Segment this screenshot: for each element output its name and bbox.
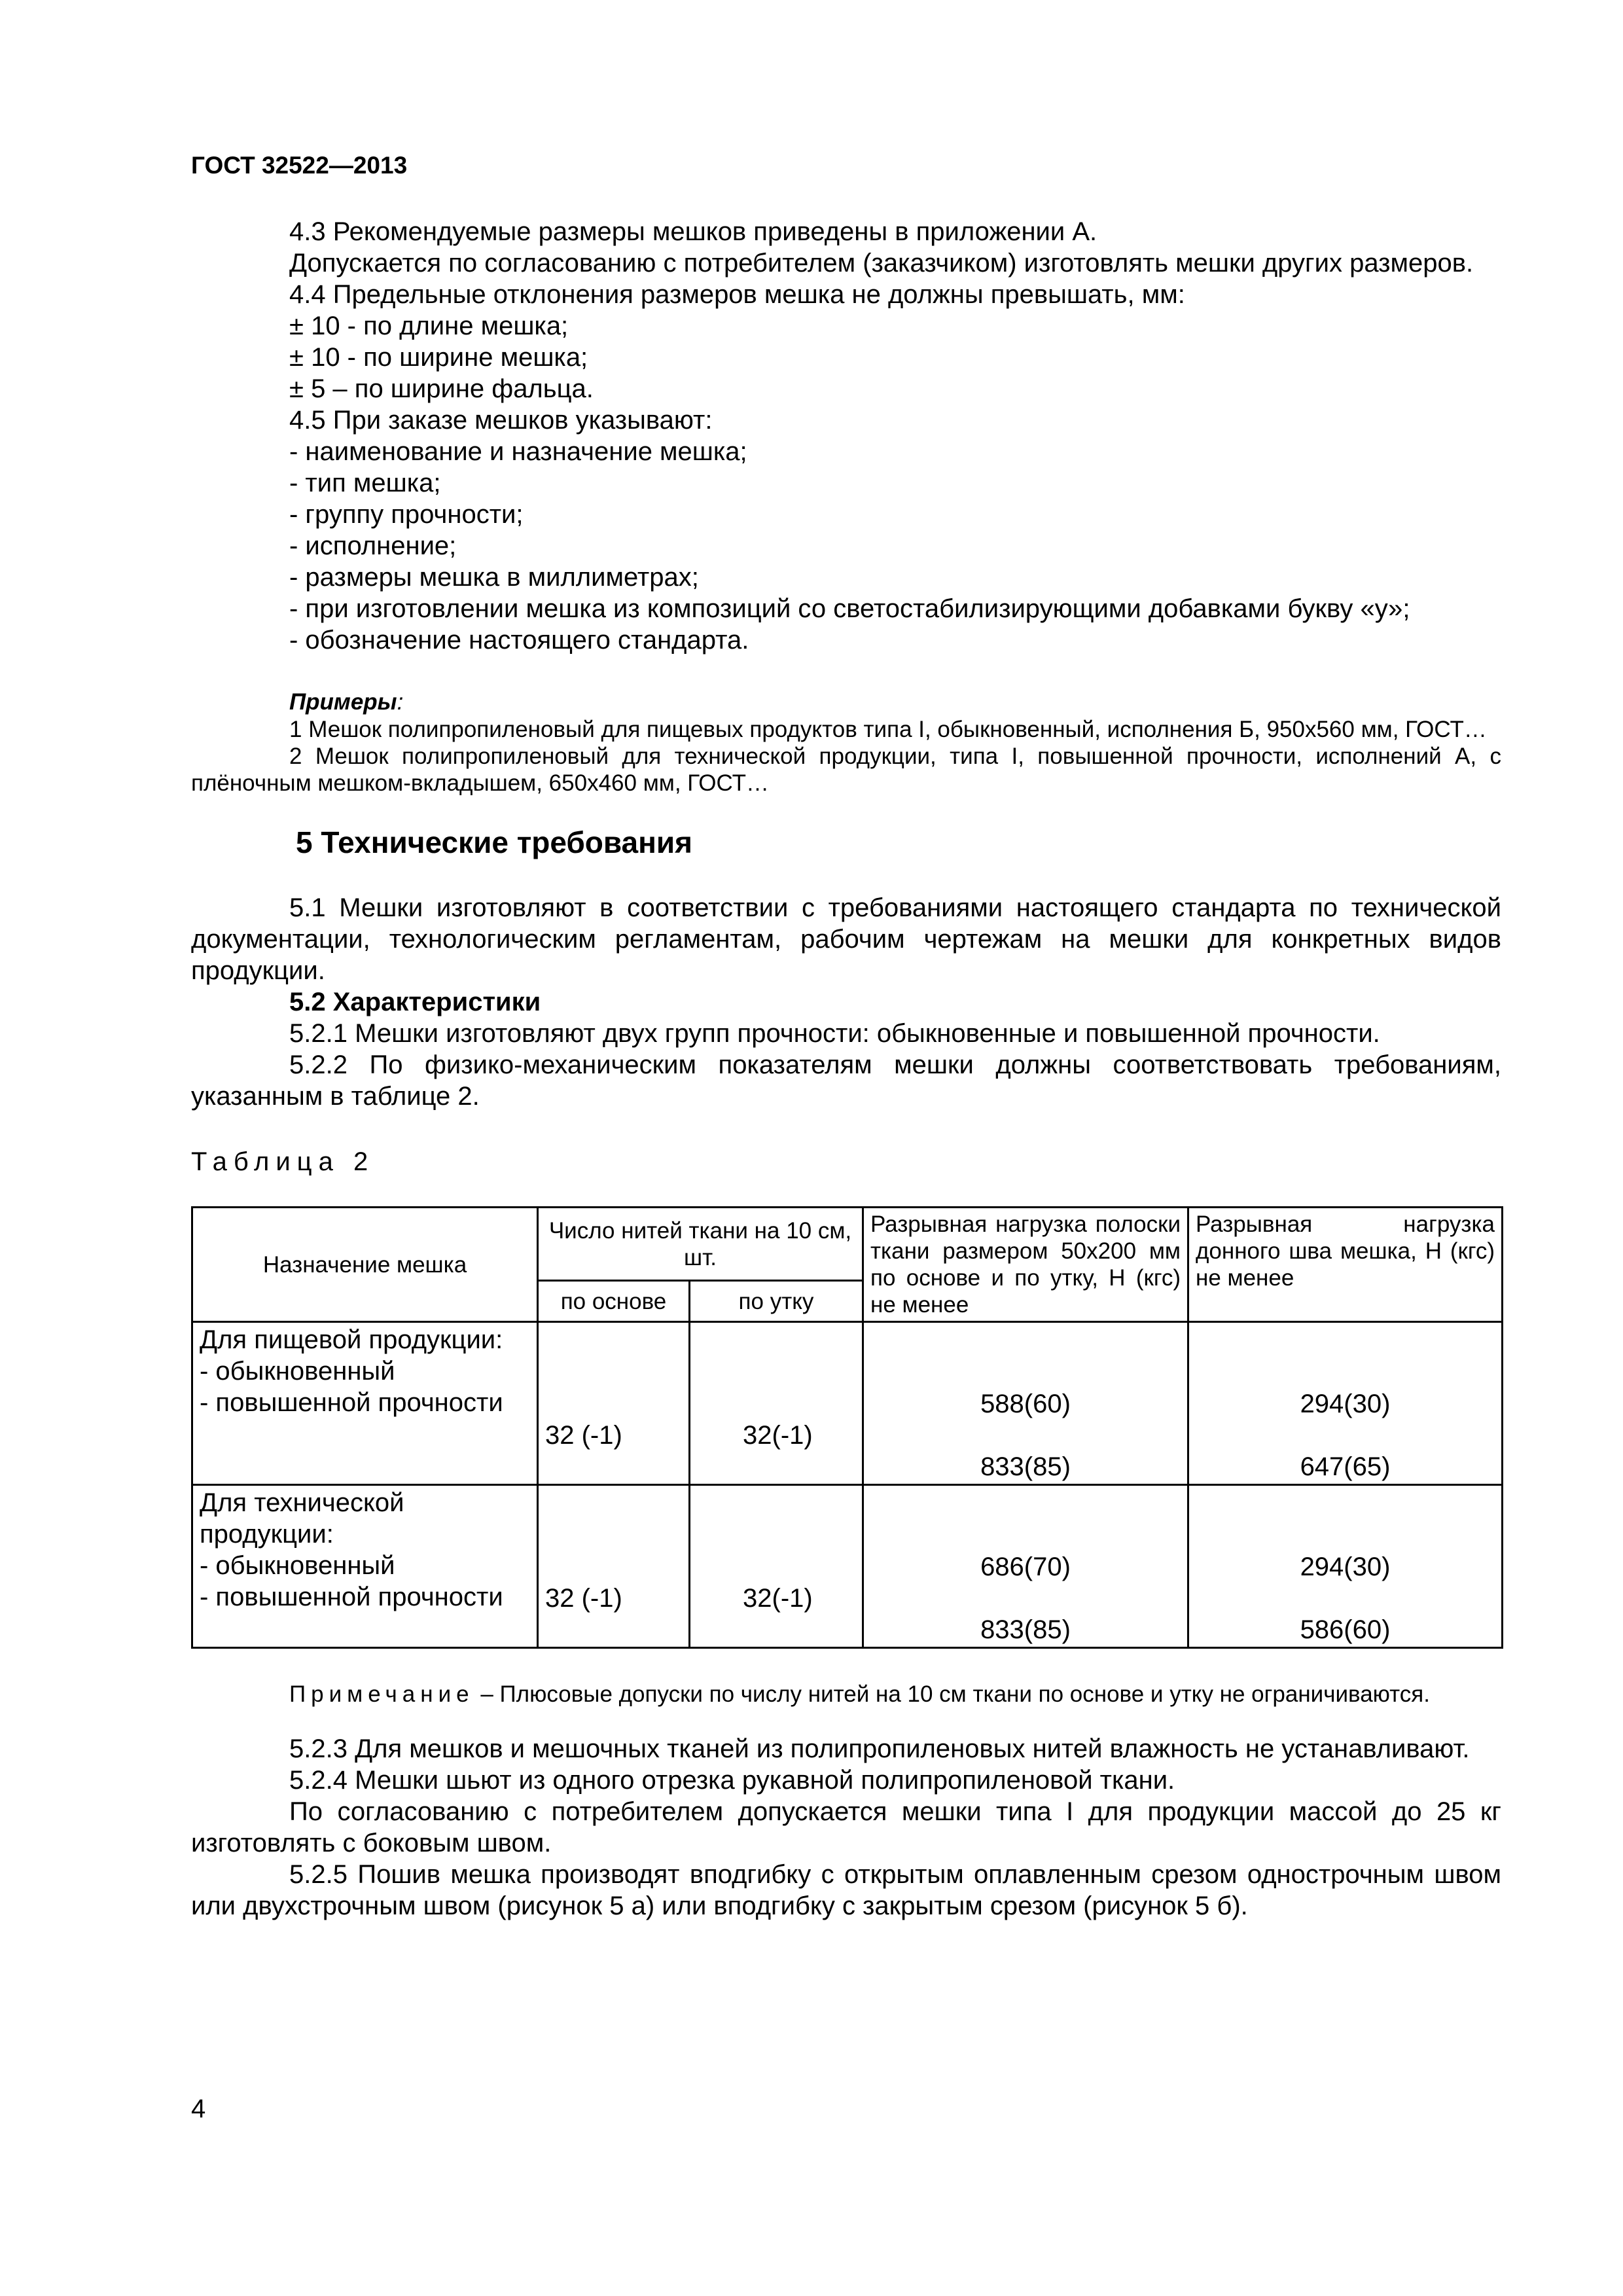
characteristics-table — [191, 1206, 1503, 1649]
para-5-2-1: 5.2.1 Мешки изготовляют двух групп прочности: обыкновенные и повышенной прочности. — [289, 1019, 1380, 1048]
tolerance-item: ± 10 - по длине мешка; — [289, 312, 569, 340]
para-5-1: 5.1 Мешки изготовляют в соответствии с требованиями настоящего стандарта по технической документации, технологическим регламентам, рабочим чертежам на мешки для конкретных видов продукции. — [191, 893, 1501, 985]
purpose-group: Для технической продукции: — [200, 1488, 404, 1549]
seam-load-value: 647(65) — [1300, 1452, 1391, 1481]
order-item: - тип мешка; — [289, 469, 441, 497]
purpose-cell — [192, 1322, 538, 1485]
examples-heading-colon: : — [397, 689, 404, 715]
order-item: - группу прочности; — [289, 500, 524, 529]
para-5-2-5: 5.2.5 Пошив мешка производят вподгибку с открытым оплавленным срезом однострочным швом или двухстрочным швом (рисунок 5 а) или вподгибку с закрытым срезом (рисунок 5 б). — [191, 1860, 1501, 1920]
para-5-2-2: 5.2.2 По физико-механическим показателям мешки должны соответствовать требованиям, указанным в таблице 2. — [191, 1050, 1501, 1111]
para-4-3: 4.3 Рекомендуемые размеры мешков приведены в приложении А. — [289, 217, 1097, 246]
table-header-row — [192, 1208, 1503, 1281]
order-item: - размеры мешка в миллиметрах; — [289, 563, 699, 592]
strip-load-value: 588(60) — [980, 1390, 1071, 1418]
col-header-threads: Число нитей ткани на 10 см, шт. — [538, 1208, 863, 1281]
document-body — [191, 216, 1501, 1922]
examples-heading-text: Примеры — [289, 689, 397, 715]
note-text: – Плюсовые допуски по числу нитей на 10 см ткани по основе и утку не ограничиваются. — [474, 1681, 1430, 1707]
purpose-variant: - повышенной прочности — [200, 1388, 503, 1417]
purpose-variant: - повышенной прочности — [200, 1583, 503, 1611]
purpose-group: Для пищевой продукции: — [200, 1325, 503, 1354]
table-row — [192, 1322, 1503, 1485]
order-item: - обозначение настоящего стандарта. — [289, 626, 749, 655]
tolerance-item: ± 10 - по ширине мешка; — [289, 343, 588, 372]
order-item: - исполнение; — [289, 531, 457, 560]
purpose-variant: - обыкновенный — [200, 1357, 395, 1386]
col-header-seam-load: Разрывная нагрузка донного шва мешка, Н (кгс) не менее — [1188, 1208, 1503, 1322]
table-note — [191, 1679, 1501, 1710]
seam-load-value: 586(60) — [1300, 1615, 1391, 1644]
seam-load-value: 294(30) — [1300, 1552, 1391, 1581]
para-4-4: 4.4 Предельные отклонения размеров мешка не должны превышать, мм: — [289, 280, 1185, 309]
warp-cell: 32 (-1) — [538, 1322, 690, 1485]
seam-load-cell — [1188, 1485, 1503, 1648]
page-number: 4 — [191, 2094, 206, 2123]
section-5-title: 5 Технические требования — [296, 825, 692, 859]
standard-code: ГОСТ 32522—2013 — [191, 152, 408, 179]
weft-cell: 32(-1) — [690, 1322, 863, 1485]
col-header-warp: по основе — [538, 1281, 690, 1322]
table-label: Таблица 2 — [191, 1147, 375, 1176]
purpose-cell — [192, 1485, 538, 1648]
strip-load-value: 833(85) — [980, 1615, 1071, 1644]
example-2: 2 Мешок полипропиленовый для технической продукции, типа I, повышенной прочности, исполнений А, с плёночным мешком-вкладышем, 650x460 мм, ГОСТ… — [191, 744, 1501, 796]
table-row — [192, 1485, 1503, 1648]
seam-load-cell — [1188, 1322, 1503, 1485]
order-item: - при изготовлении мешка из композиций со светостабилизирующими добавками букву «у»; — [289, 594, 1410, 623]
col-header-strip-load: Разрывная нагрузка полоски ткани размером 50x200 мм по основе и по утку, Н (кгс) не менее — [863, 1208, 1188, 1322]
para-5-2-3: 5.2.3 Для мешков и мешочных тканей из полипропиленовых нитей влажность не устанавливают. — [289, 1734, 1470, 1763]
order-item: - наименование и назначение мешка; — [289, 437, 747, 466]
example-1: 1 Мешок полипропиленовый для пищевых продуктов типа I, обыкновенный, исполнения Б, 950x560 мм, ГОСТ… — [289, 717, 1487, 742]
tolerance-item: ± 5 – по ширине фальца. — [289, 374, 594, 403]
warp-cell: 32 (-1) — [538, 1485, 690, 1648]
para-5-2-4: 5.2.4 Мешки шьют из одного отрезка рукавной полипропиленовой ткани. — [289, 1766, 1175, 1795]
strip-load-cell — [863, 1485, 1188, 1648]
para-5-2-heading: 5.2 Характеристики — [289, 988, 541, 1016]
examples-block — [191, 689, 1501, 797]
strip-load-value: 686(70) — [980, 1552, 1071, 1581]
para-5-2-4-b: По согласованию с потребителем допускается мешки типа I для продукции массой до 25 кг изготовлять с боковым швом. — [191, 1797, 1501, 1857]
note-label: Примечание — [289, 1681, 474, 1707]
strip-load-cell — [863, 1322, 1188, 1485]
purpose-variant: - обыкновенный — [200, 1551, 395, 1580]
strip-load-value: 833(85) — [980, 1452, 1071, 1481]
seam-load-value: 294(30) — [1300, 1390, 1391, 1418]
examples-heading — [191, 689, 1501, 716]
col-header-weft: по утку — [690, 1281, 863, 1322]
para-4-5: 4.5 При заказе мешков указывают: — [289, 406, 713, 435]
col-header-purpose: Назначение мешка — [192, 1208, 538, 1322]
para-4-3-b: Допускается по согласованию с потребителем (заказчиком) изготовлять мешки других размеров. — [289, 249, 1474, 278]
weft-cell: 32(-1) — [690, 1485, 863, 1648]
